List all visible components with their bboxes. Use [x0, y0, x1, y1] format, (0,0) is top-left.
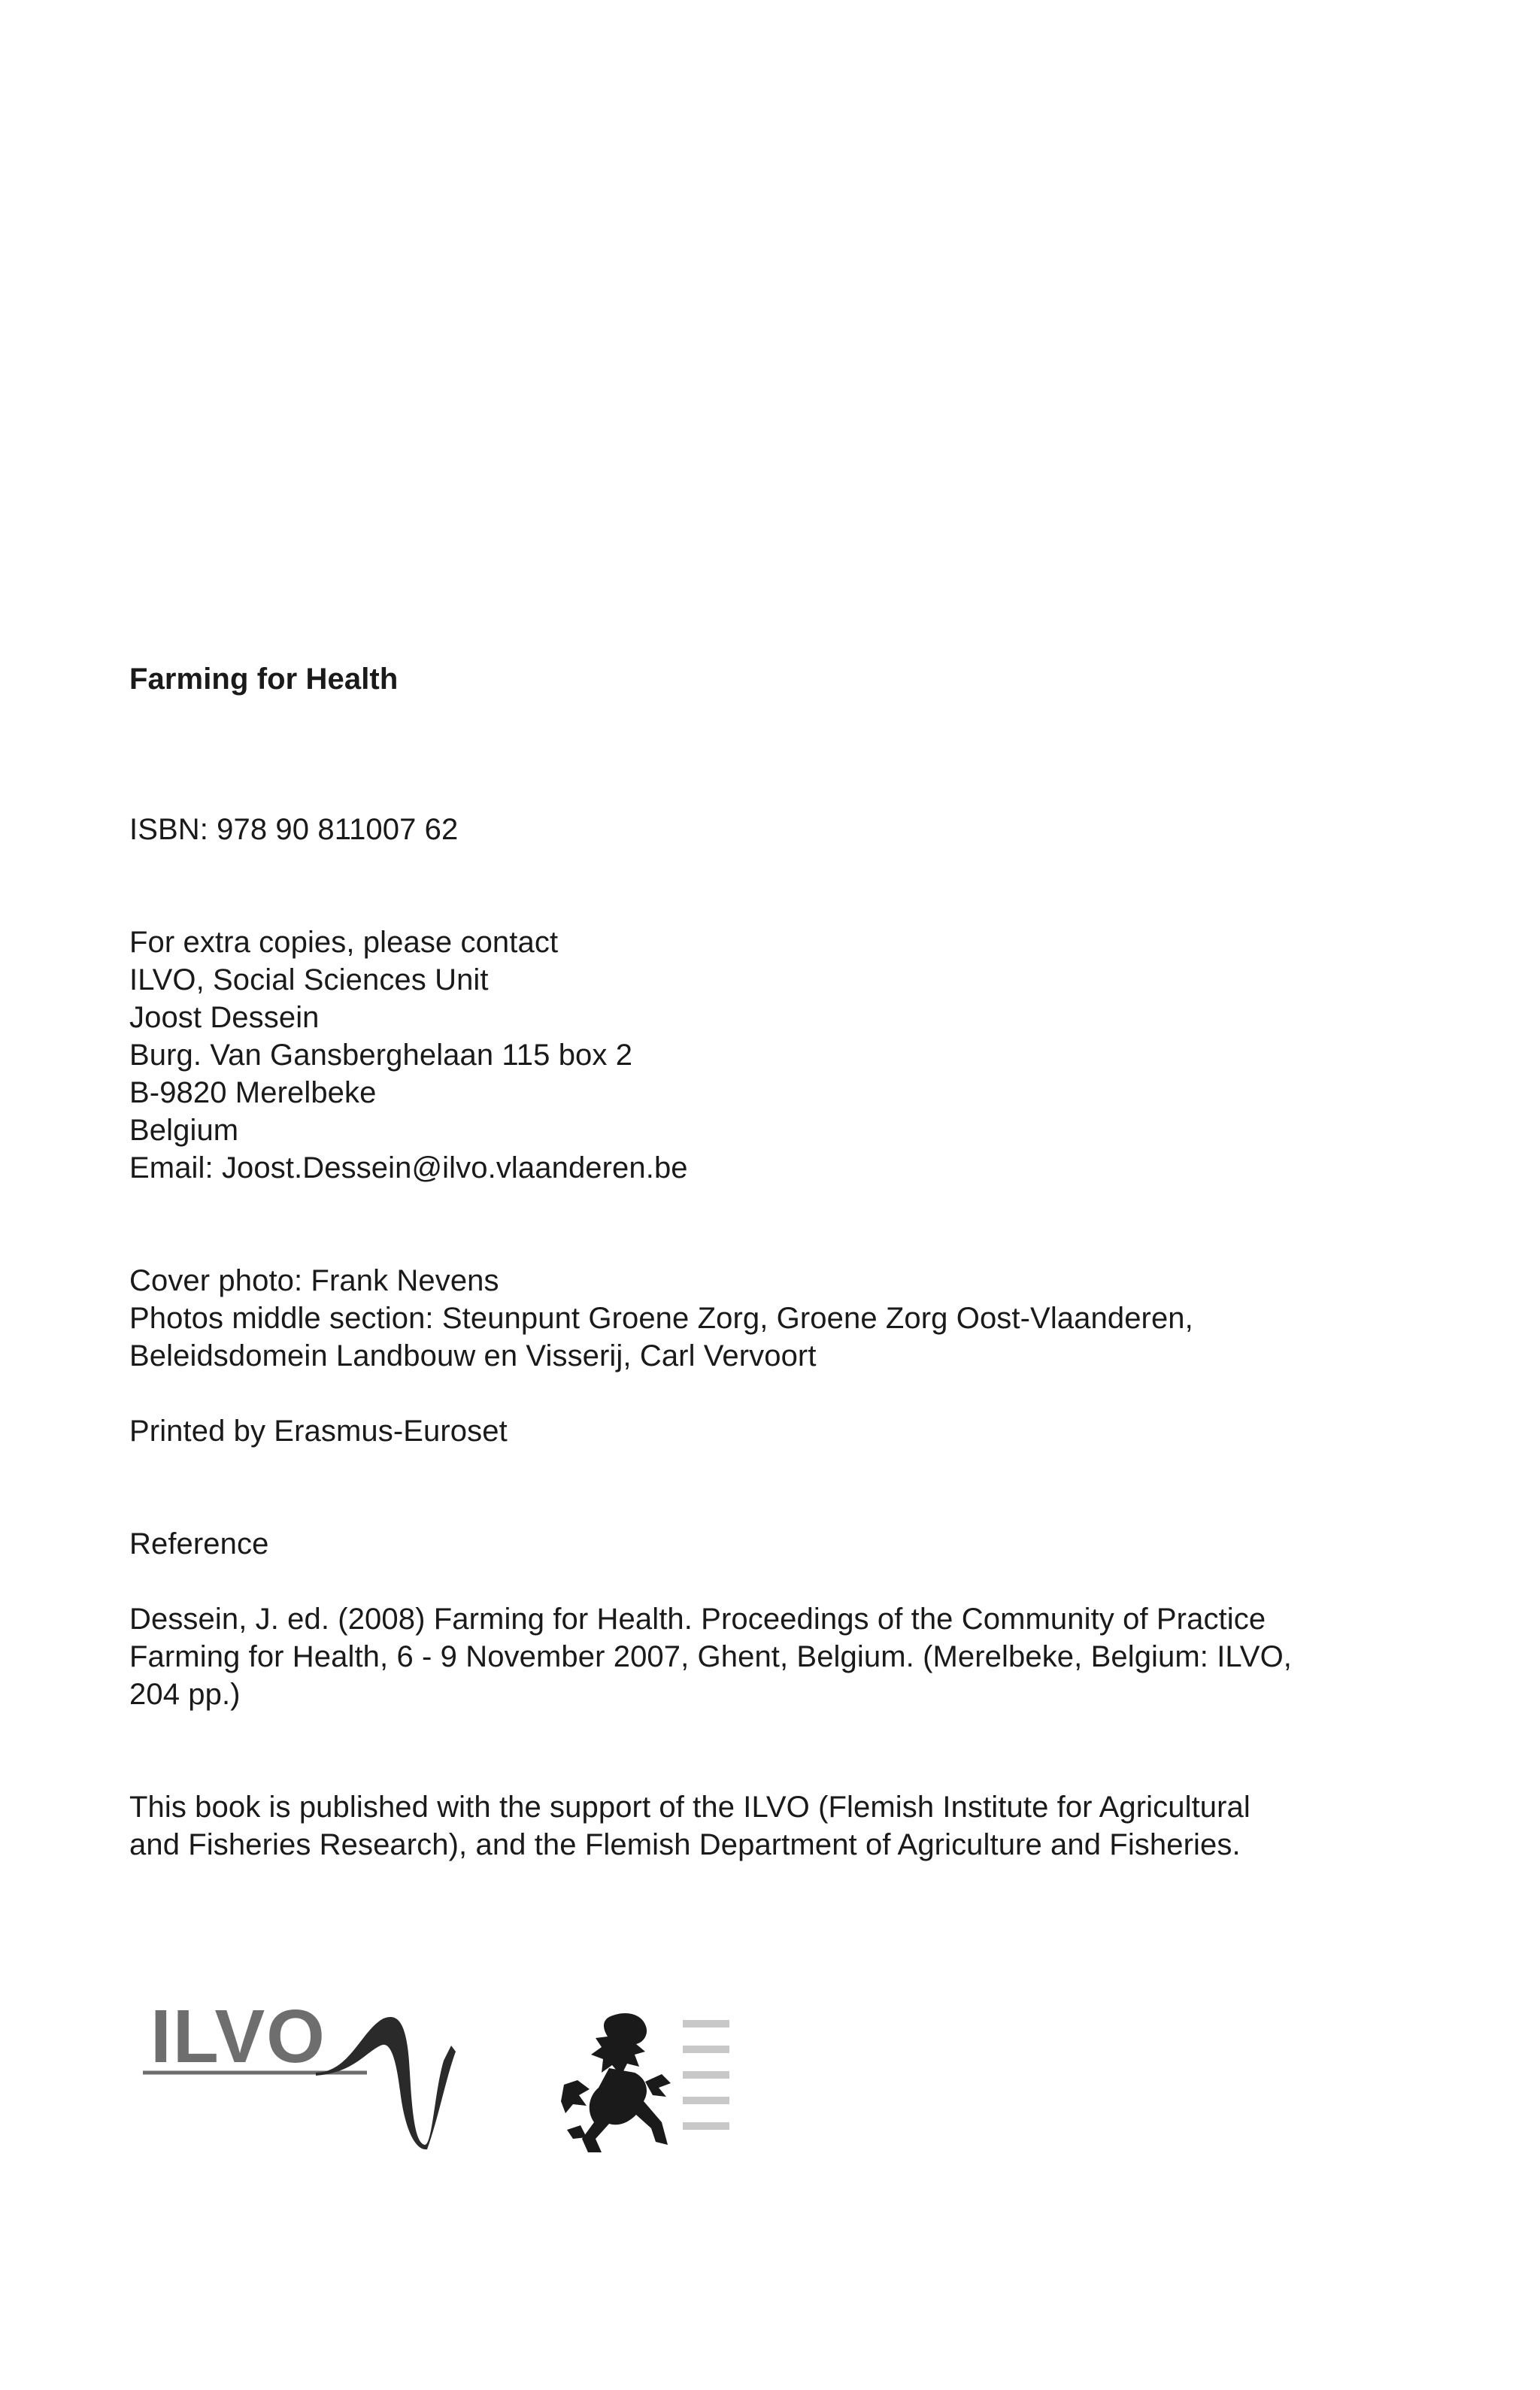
photo-credit-line: Cover photo: Frank Nevens [129, 1264, 499, 1297]
contact-block [129, 924, 1363, 1187]
ilvo-logo-icon [135, 2000, 466, 2151]
photo-credit-line: Photos middle section: Steunpunt Groene Zorg, Groene Zorg Oost-Vlaanderen, [129, 1302, 1193, 1335]
printer-credit: Printed by Erasmus-Euroset [129, 1415, 508, 1448]
photo-credit-line: Beleidsdomein Landbouw en Visserij, Carl Vervoort [129, 1339, 817, 1372]
support-line: This book is published with the support of the ILVO (Flemish Institute for Agricultural [129, 1791, 1250, 1824]
contact-line: For extra copies, please contact [129, 926, 559, 959]
citation-line: 204 pp.) [129, 1678, 241, 1711]
ilvo-logo-text: ILVO [150, 2000, 326, 2079]
support-line: and Fisheries Research), and the Flemish Department of Agriculture and Fisheries. [129, 1828, 1241, 1861]
citation-line: Dessein, J. ed. (2008) Farming for Health. Proceedings of the Community of Practice [129, 1603, 1266, 1636]
contact-line: Belgium [129, 1114, 239, 1147]
contact-line: Burg. Van Gansberghelaan 115 box 2 [129, 1039, 633, 1072]
reference-heading: Reference [129, 1527, 269, 1560]
contact-line: Joost Dessein [129, 1001, 320, 1034]
book-title: Farming for Health [129, 663, 399, 696]
flemish-lion-logo-icon [556, 2009, 737, 2160]
contact-line: ILVO, Social Sciences Unit [129, 963, 489, 996]
isbn: ISBN: 978 90 811007 62 [129, 813, 459, 846]
photo-credits [129, 1262, 1363, 1375]
contact-line: B-9820 Merelbeke [129, 1076, 377, 1109]
support-statement [129, 1788, 1363, 1864]
reference-citation [129, 1600, 1363, 1713]
citation-line: Farming for Health, 6 - 9 November 2007, Ghent, Belgium. (Merelbeke, Belgium: ILVO, [129, 1640, 1293, 1673]
contact-email: Email: Joost.Dessein@ilvo.vlaanderen.be [129, 1151, 688, 1184]
